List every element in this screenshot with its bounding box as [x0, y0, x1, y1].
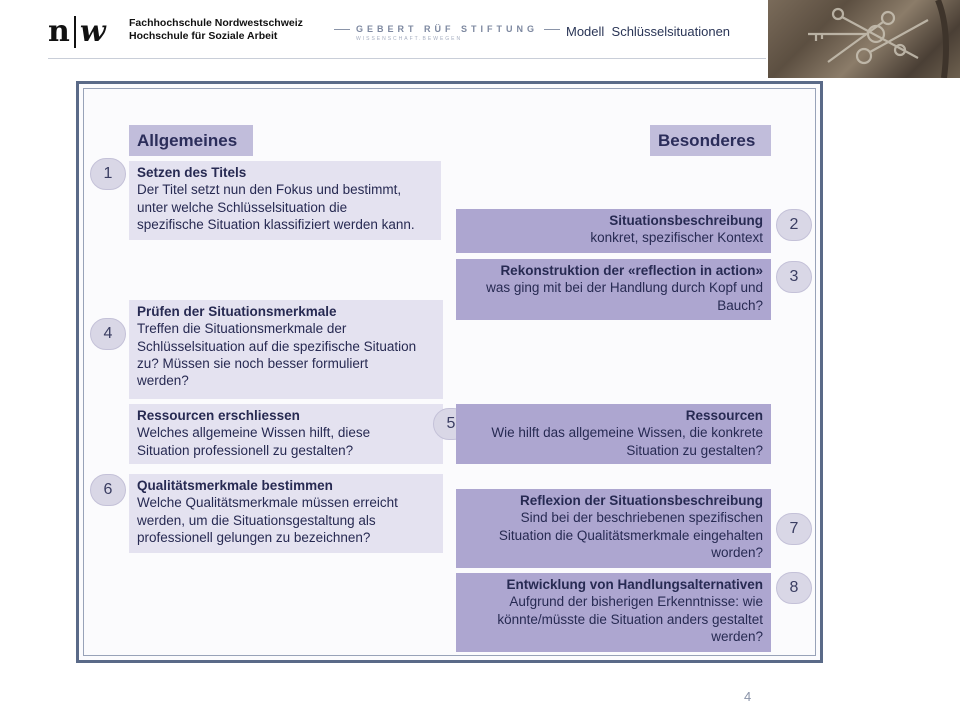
- logo-letter-w: w: [79, 14, 106, 49]
- box-situationsbeschreibung: [456, 209, 771, 253]
- box-title: Setzen des Titels: [137, 165, 247, 180]
- box-text-line: worden?: [711, 544, 763, 560]
- box-rekonstruktion: [456, 259, 771, 320]
- logo-divider: [74, 16, 76, 48]
- school-name: [129, 17, 303, 43]
- step-badge-3: 3: [776, 261, 812, 293]
- box-text-line: unter welche Schlüsselsituation die: [137, 199, 348, 215]
- box-title: Reflexion der Situationsbeschreibung: [519, 493, 763, 508]
- box-text-line: könnte/müsste die Situation anders gestaltet: [497, 611, 763, 627]
- box-text-line: Schlüsselsituation auf die spezifische Situation: [137, 338, 417, 354]
- box-text-line: Treffen die Situationsmerkmale der: [137, 321, 347, 337]
- box-pruefen-situationsmerkmale: [129, 300, 443, 399]
- box-entwicklung: [456, 573, 771, 652]
- box-text-line: Welches allgemeine Wissen hilft, diese: [137, 425, 371, 441]
- box-title: Rekonstruktion der «reflection in action»: [500, 263, 763, 278]
- box-setzen-des-titels: [129, 161, 441, 240]
- box-text-line: Der Titel setzt nun den Fokus und bestimmt,: [137, 182, 402, 198]
- school-name-line2: Hochschule für Soziale Arbeit: [129, 30, 278, 42]
- box-text-line: werden, um die Situationsgestaltung als: [137, 512, 376, 528]
- step-badge-7: 7: [776, 513, 812, 545]
- box-text-line: Bauch?: [717, 297, 763, 313]
- box-title: Prüfen der Situationsmerkmale: [137, 304, 337, 319]
- nw-logo: [48, 14, 106, 50]
- box-title: Ressourcen: [685, 408, 763, 423]
- step-badge-2: 2: [776, 209, 812, 241]
- document-title: Modell Schlüsselsituationen: [566, 24, 731, 39]
- foundation-tagline: WISSENSCHAFT.BEWEGEN: [356, 36, 463, 42]
- step-badge-5: 5: [433, 408, 469, 440]
- heading-allgemeines: Allgemeines: [129, 125, 253, 156]
- box-text-line: Sind bei der beschriebenen spezifischen: [520, 510, 763, 526]
- box-text-line: Welche Qualitätsmerkmale müssen erreicht: [137, 495, 398, 511]
- step-badge-1: 1: [90, 158, 126, 190]
- box-title: Ressourcen erschliessen: [137, 408, 300, 423]
- header-divider: [48, 58, 766, 59]
- box-text-line: was ging mit bei der Handlung durch Kopf und: [486, 280, 763, 296]
- box-title: Situationsbeschreibung: [609, 213, 763, 228]
- foundation-logo: [334, 24, 560, 34]
- step-badge-8: 8: [776, 572, 812, 604]
- box-text-line: Aufgrund der bisherigen Erkenntnisse: wie: [509, 594, 763, 610]
- box-text-line: Wie hilft das allgemeine Wissen, die konkrete: [491, 425, 763, 441]
- logo-letter-n: n: [48, 14, 70, 49]
- step-badge-4: 4: [90, 318, 126, 350]
- box-text-line: spezifische Situation klassifiziert werden kann.: [137, 216, 415, 232]
- box-title: Entwicklung von Handlungsalternativen: [506, 577, 763, 592]
- keys-photo: [768, 0, 960, 78]
- box-text-line: Situation die Qualitätsmerkmale eingehalten: [498, 527, 763, 543]
- box-text-line: werden?: [711, 628, 763, 644]
- box-text-line: konkret, spezifischer Kontext: [590, 230, 763, 246]
- box-title: Qualitätsmerkmale bestimmen: [137, 478, 333, 493]
- box-ressourcen-erschliessen: [129, 404, 443, 464]
- box-text-line: werden?: [137, 373, 189, 389]
- foundation-name: GEBERT RÜF STIFTUNG: [356, 24, 538, 34]
- page-number: 4: [744, 689, 752, 704]
- box-text-line: Situation zu gestalten?: [626, 442, 763, 458]
- box-text-line: Situation professionell zu gestalten?: [137, 442, 354, 458]
- box-text-line: professionell gelungen zu bezeichnen?: [137, 529, 371, 545]
- school-name-line1: Fachhochschule Nordwestschweiz: [129, 17, 303, 29]
- box-reflexion: [456, 489, 771, 568]
- box-text-line: zu? Müssen sie noch besser formuliert: [137, 355, 369, 371]
- step-badge-6: 6: [90, 474, 126, 506]
- heading-besonderes: Besonderes: [650, 125, 771, 156]
- box-qualitaetsmerkmale: [129, 474, 443, 553]
- box-ressourcen: [456, 404, 771, 464]
